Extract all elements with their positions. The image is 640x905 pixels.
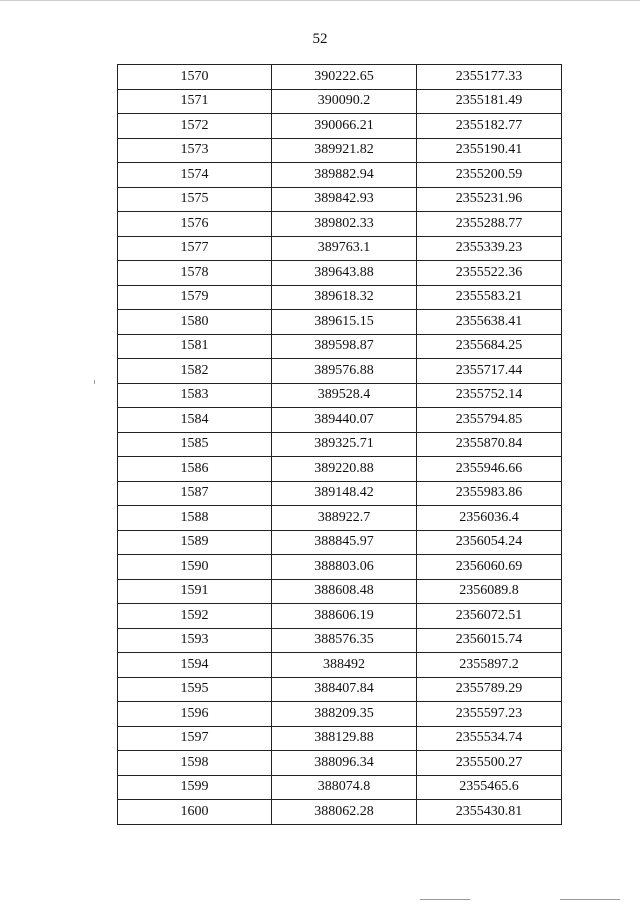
y-coordinate-cell: 2355177.33	[417, 65, 562, 90]
y-coordinate-cell: 2355522.36	[417, 261, 562, 286]
page-number: 52	[312, 31, 328, 47]
y-coordinate-cell: 2355946.66	[417, 457, 562, 482]
point-number-cell: 1579	[118, 285, 272, 310]
y-coordinate-cell: 2356072.51	[417, 604, 562, 629]
table-row	[118, 187, 562, 212]
y-coordinate-cell: 2355339.23	[417, 236, 562, 261]
table-row	[118, 285, 562, 310]
table-row	[118, 506, 562, 531]
x-coordinate-cell: 389643.88	[272, 261, 417, 286]
y-coordinate-cell: 2356036.4	[417, 506, 562, 531]
x-coordinate-cell: 389842.93	[272, 187, 417, 212]
point-number-cell: 1581	[118, 334, 272, 359]
y-coordinate-cell: 2356015.74	[417, 628, 562, 653]
point-number-cell: 1582	[118, 359, 272, 384]
y-coordinate-cell: 2355231.96	[417, 187, 562, 212]
x-coordinate-cell: 388209.35	[272, 702, 417, 727]
table-row	[118, 653, 562, 678]
table-row	[118, 163, 562, 188]
y-coordinate-cell: 2355500.27	[417, 751, 562, 776]
point-number-cell: 1598	[118, 751, 272, 776]
x-coordinate-cell: 388062.28	[272, 800, 417, 825]
point-number-cell: 1572	[118, 114, 272, 139]
x-coordinate-cell: 389325.71	[272, 432, 417, 457]
point-number-cell: 1573	[118, 138, 272, 163]
table-row	[118, 236, 562, 261]
y-coordinate-cell: 2355717.44	[417, 359, 562, 384]
table-row	[118, 138, 562, 163]
table-row	[118, 481, 562, 506]
y-coordinate-cell: 2355983.86	[417, 481, 562, 506]
x-coordinate-cell: 388576.35	[272, 628, 417, 653]
y-coordinate-cell: 2355870.84	[417, 432, 562, 457]
point-number-cell: 1592	[118, 604, 272, 629]
y-coordinate-cell: 2355583.21	[417, 285, 562, 310]
point-number-cell: 1591	[118, 579, 272, 604]
table-row	[118, 261, 562, 286]
x-coordinate-cell: 388845.97	[272, 530, 417, 555]
table-row	[118, 432, 562, 457]
y-coordinate-cell: 2355200.59	[417, 163, 562, 188]
x-coordinate-cell: 388096.34	[272, 751, 417, 776]
x-coordinate-cell: 389618.32	[272, 285, 417, 310]
x-coordinate-cell: 389598.87	[272, 334, 417, 359]
table-row	[118, 65, 562, 90]
y-coordinate-cell: 2356089.8	[417, 579, 562, 604]
table-row	[118, 408, 562, 433]
point-number-cell: 1578	[118, 261, 272, 286]
table-row	[118, 212, 562, 237]
point-number-cell: 1597	[118, 726, 272, 751]
table-row	[118, 383, 562, 408]
point-number-cell: 1595	[118, 677, 272, 702]
y-coordinate-cell: 2355684.25	[417, 334, 562, 359]
point-number-cell: 1576	[118, 212, 272, 237]
table-row	[118, 726, 562, 751]
x-coordinate-cell: 388922.7	[272, 506, 417, 531]
x-coordinate-cell: 389440.07	[272, 408, 417, 433]
point-number-cell: 1580	[118, 310, 272, 335]
table-row	[118, 604, 562, 629]
x-coordinate-cell: 390090.2	[272, 89, 417, 114]
table-row	[118, 800, 562, 825]
point-number-cell: 1586	[118, 457, 272, 482]
x-coordinate-cell: 388606.19	[272, 604, 417, 629]
coordinates-table	[117, 64, 562, 825]
table-row	[118, 775, 562, 800]
y-coordinate-cell: 2355597.23	[417, 702, 562, 727]
y-coordinate-cell: 2355182.77	[417, 114, 562, 139]
scan-bottom-mark	[420, 899, 470, 900]
x-coordinate-cell: 388074.8	[272, 775, 417, 800]
y-coordinate-cell: 2355789.29	[417, 677, 562, 702]
point-number-cell: 1577	[118, 236, 272, 261]
point-number-cell: 1585	[118, 432, 272, 457]
x-coordinate-cell: 389220.88	[272, 457, 417, 482]
point-number-cell: 1599	[118, 775, 272, 800]
x-coordinate-cell: 390066.21	[272, 114, 417, 139]
table-row	[118, 751, 562, 776]
scan-bottom-mark	[560, 899, 620, 900]
x-coordinate-cell: 388129.88	[272, 726, 417, 751]
x-coordinate-cell: 389802.33	[272, 212, 417, 237]
table-row	[118, 457, 562, 482]
point-number-cell: 1584	[118, 408, 272, 433]
x-coordinate-cell: 389763.1	[272, 236, 417, 261]
table-row	[118, 702, 562, 727]
table-row	[118, 579, 562, 604]
point-number-cell: 1583	[118, 383, 272, 408]
point-number-cell: 1596	[118, 702, 272, 727]
y-coordinate-cell: 2356060.69	[417, 555, 562, 580]
y-coordinate-cell: 2355752.14	[417, 383, 562, 408]
page-top-edge	[0, 0, 640, 1]
y-coordinate-cell: 2355288.77	[417, 212, 562, 237]
point-number-cell: 1600	[118, 800, 272, 825]
table-row	[118, 555, 562, 580]
table-row	[118, 334, 562, 359]
y-coordinate-cell: 2355638.41	[417, 310, 562, 335]
x-coordinate-cell: 389528.4	[272, 383, 417, 408]
y-coordinate-cell: 2355181.49	[417, 89, 562, 114]
y-coordinate-cell: 2356054.24	[417, 530, 562, 555]
point-number-cell: 1590	[118, 555, 272, 580]
x-coordinate-cell: 388803.06	[272, 555, 417, 580]
point-number-cell: 1574	[118, 163, 272, 188]
x-coordinate-cell: 389921.82	[272, 138, 417, 163]
x-coordinate-cell: 389576.88	[272, 359, 417, 384]
point-number-cell: 1587	[118, 481, 272, 506]
x-coordinate-cell: 389615.15	[272, 310, 417, 335]
x-coordinate-cell: 388608.48	[272, 579, 417, 604]
scan-margin-mark	[94, 380, 95, 384]
x-coordinate-cell: 388407.84	[272, 677, 417, 702]
point-number-cell: 1593	[118, 628, 272, 653]
x-coordinate-cell: 389148.42	[272, 481, 417, 506]
table-row	[118, 628, 562, 653]
table-row	[118, 310, 562, 335]
table-row	[118, 677, 562, 702]
y-coordinate-cell: 2355534.74	[417, 726, 562, 751]
y-coordinate-cell: 2355897.2	[417, 653, 562, 678]
point-number-cell: 1594	[118, 653, 272, 678]
table-row	[118, 89, 562, 114]
table-row	[118, 114, 562, 139]
point-number-cell: 1588	[118, 506, 272, 531]
point-number-cell: 1575	[118, 187, 272, 212]
y-coordinate-cell: 2355430.81	[417, 800, 562, 825]
y-coordinate-cell: 2355794.85	[417, 408, 562, 433]
x-coordinate-cell: 388492	[272, 653, 417, 678]
point-number-cell: 1571	[118, 89, 272, 114]
point-number-cell: 1570	[118, 65, 272, 90]
y-coordinate-cell: 2355190.41	[417, 138, 562, 163]
point-number-cell: 1589	[118, 530, 272, 555]
y-coordinate-cell: 2355465.6	[417, 775, 562, 800]
x-coordinate-cell: 389882.94	[272, 163, 417, 188]
coordinates-table-body	[118, 65, 562, 825]
x-coordinate-cell: 390222.65	[272, 65, 417, 90]
table-row	[118, 359, 562, 384]
table-row	[118, 530, 562, 555]
